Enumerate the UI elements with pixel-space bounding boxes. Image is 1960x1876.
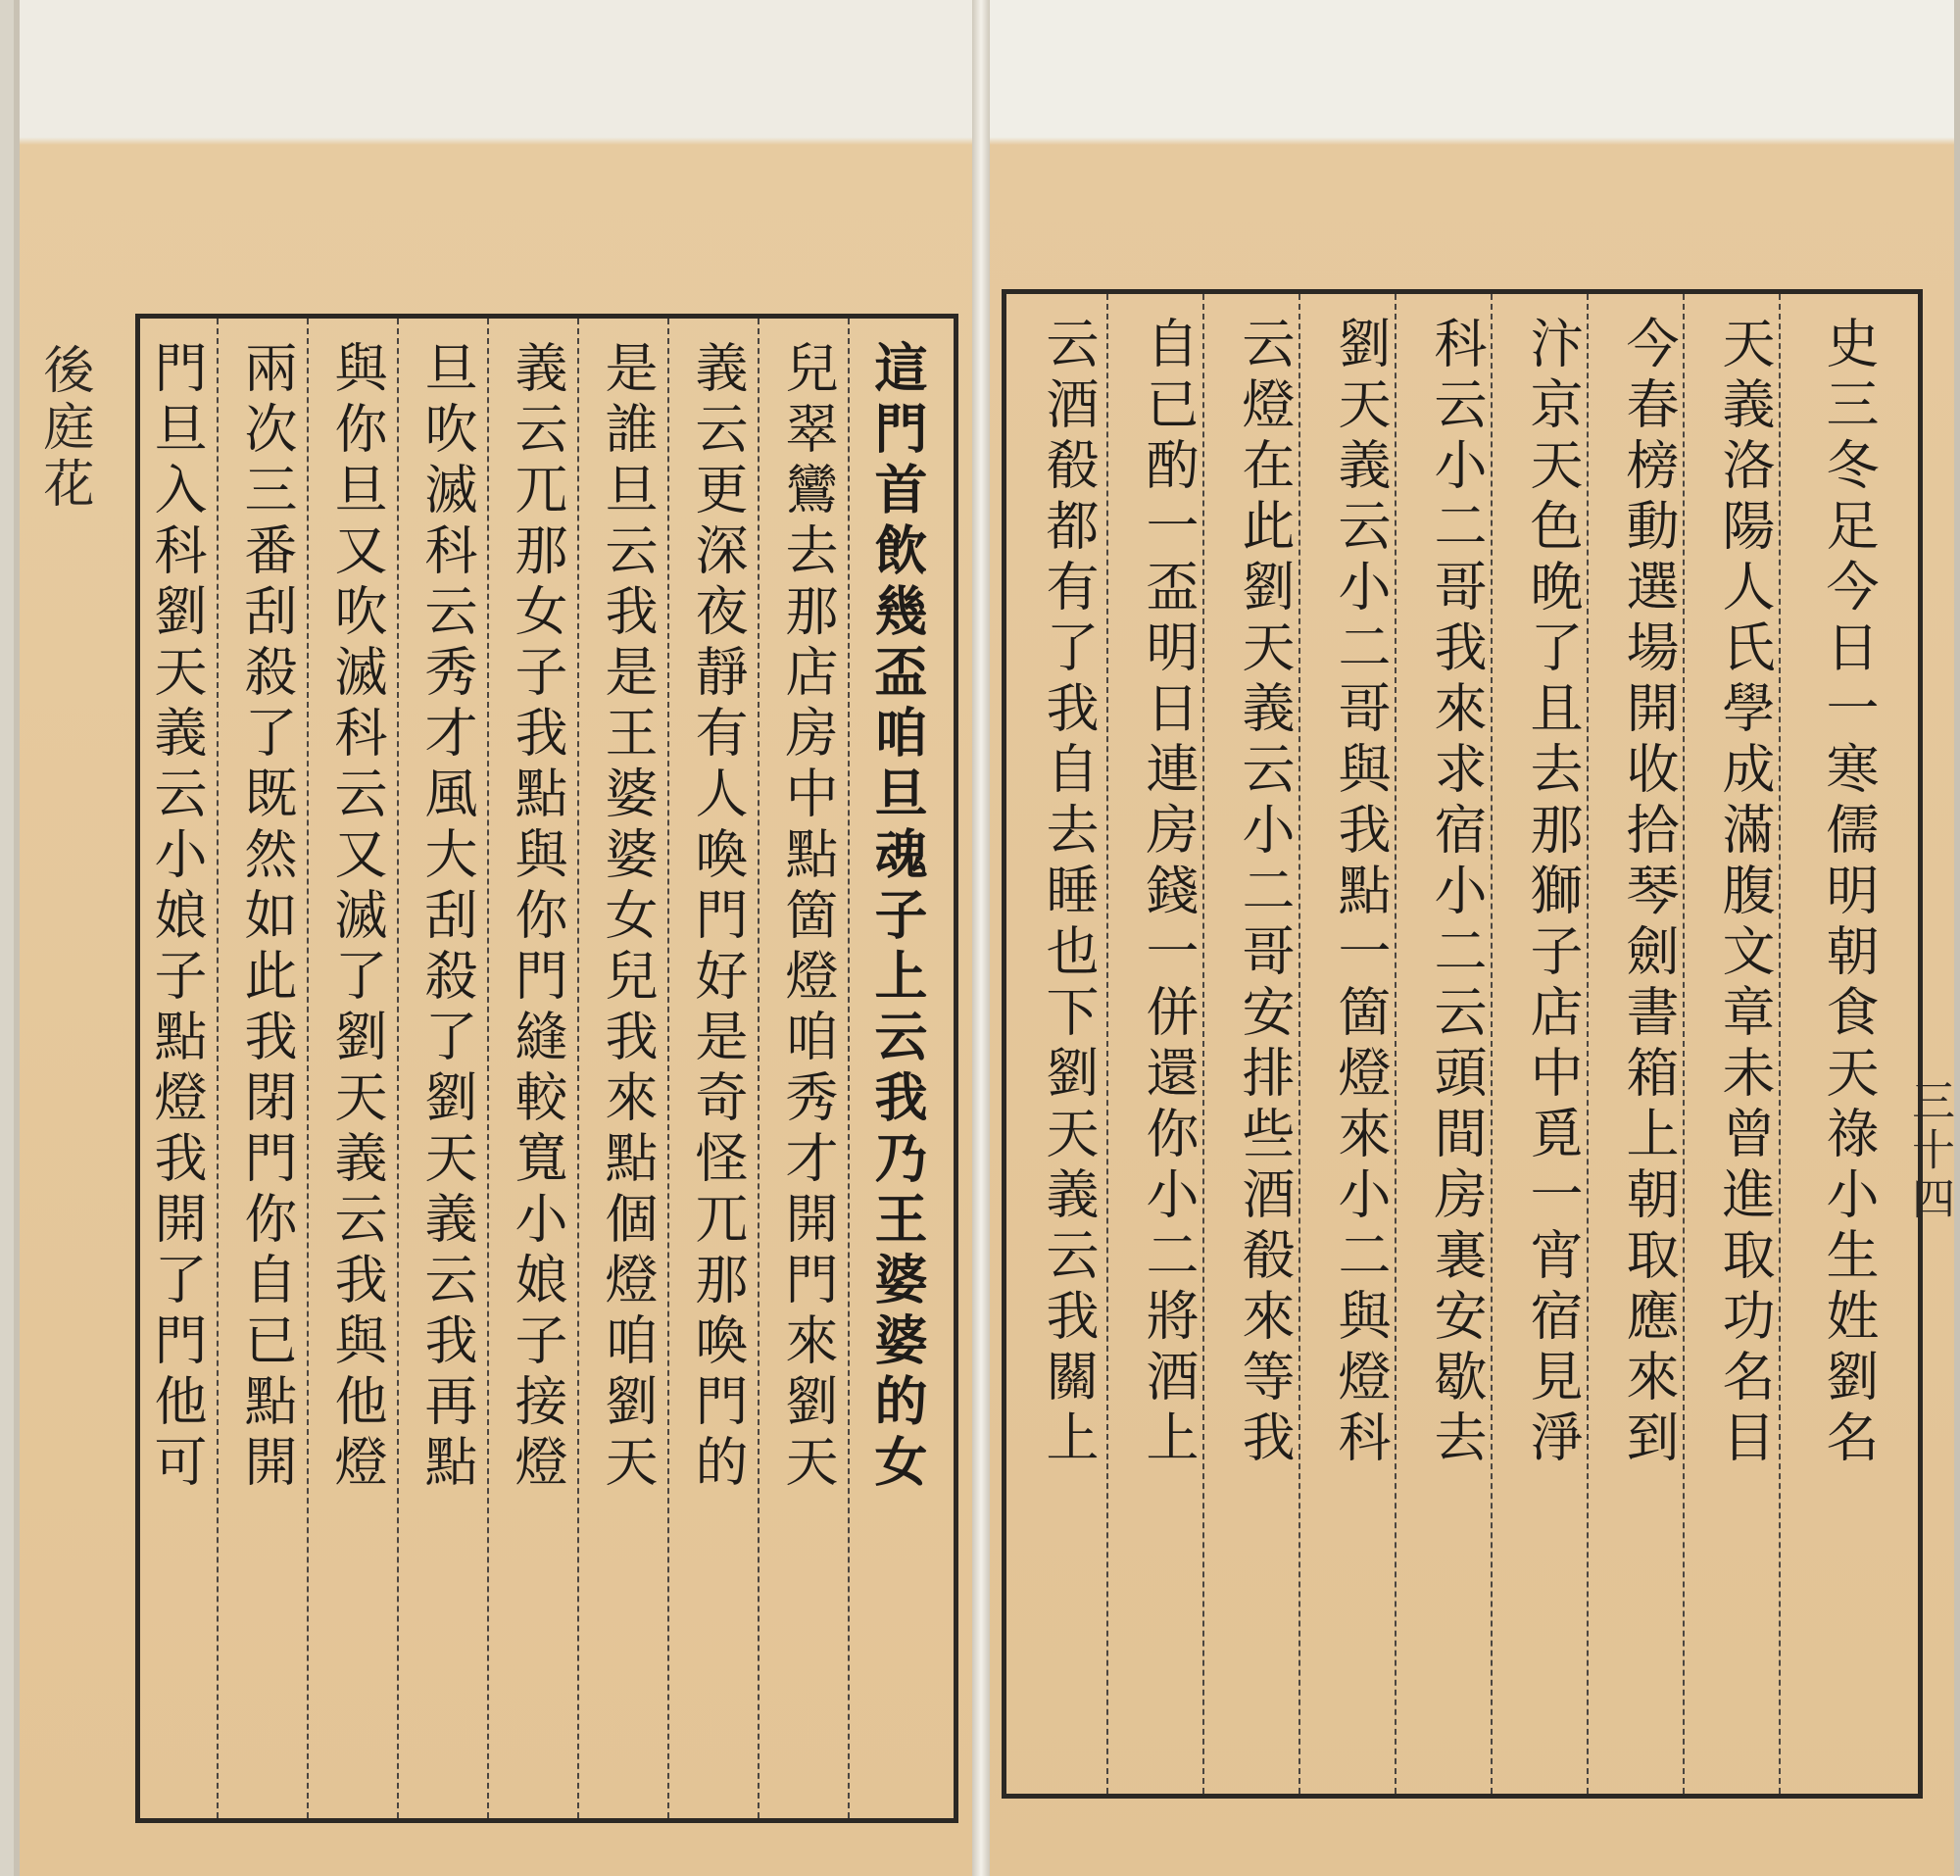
text-column-8: 自已酌一盃明日連房錢一併還你小二將酒上 bbox=[1138, 316, 1200, 1470]
text-column-7: 義云更深夜靜有人喚門好是奇怪兀那喚門的 bbox=[687, 340, 749, 1495]
text-column-2: 天義洛陽人氏學成滿腹文章未曾進取功名目 bbox=[1714, 316, 1776, 1470]
column-rule bbox=[1491, 294, 1493, 1794]
text-column-5: 義云兀那女子我點與你門縫較寬小娘子接燈 bbox=[507, 340, 568, 1495]
column-rule bbox=[1779, 294, 1781, 1794]
column-rule bbox=[577, 319, 579, 1818]
text-column-1: 史三冬足今日一寒儒明朝食天祿小生姓劉名 bbox=[1818, 316, 1880, 1470]
column-rule bbox=[1395, 294, 1396, 1794]
text-column-9: 云酒殽都有了我自去睡也下劉天義云我關上 bbox=[1038, 316, 1100, 1470]
book-gutter bbox=[972, 0, 990, 1876]
text-column-1: 門旦入科劉天義云小娘子點燈我開了門他可 bbox=[146, 340, 208, 1495]
column-rule bbox=[397, 319, 399, 1818]
right-text-frame bbox=[1002, 289, 1923, 1799]
left-page bbox=[14, 0, 972, 1876]
text-column-4: 汴京天色晚了且去那獅子店中覓一宵宿見淨 bbox=[1522, 316, 1584, 1470]
text-column-5: 科云小二哥我來求宿小二云頭間房裏安歇去 bbox=[1426, 316, 1488, 1470]
column-rule bbox=[217, 319, 219, 1818]
text-column-9: 這門首飲幾盃咱旦魂子上云我乃王婆婆的女 bbox=[866, 340, 929, 1495]
page-edge bbox=[1954, 0, 1960, 1876]
column-rule bbox=[667, 319, 669, 1818]
text-column-3: 與你旦又吹滅科云又滅了劉天義云我與他燈 bbox=[326, 340, 388, 1495]
column-rule bbox=[307, 319, 309, 1818]
right-page bbox=[990, 0, 1960, 1876]
left-text-frame bbox=[135, 314, 958, 1823]
column-rule bbox=[758, 319, 760, 1818]
page-edge bbox=[14, 0, 20, 1876]
text-column-3: 今春榜動選場開收拾琴劍書箱上朝取應來到 bbox=[1618, 316, 1680, 1470]
text-column-8: 兒翠鸞去那店房中點箇燈咱秀才開門來劉天 bbox=[777, 340, 839, 1495]
column-rule bbox=[1587, 294, 1589, 1794]
column-rule bbox=[1683, 294, 1685, 1794]
text-column-7: 云燈在此劉天義云小二哥安排些酒殽來等我 bbox=[1234, 316, 1296, 1470]
text-column-2: 兩次三番刮殺了既然如此我閉門你自已點開 bbox=[236, 340, 298, 1495]
right-margin-folio: 三十四 bbox=[1904, 1078, 1954, 1225]
column-rule bbox=[1298, 294, 1300, 1794]
text-column-6: 是誰旦云我是王婆婆女兒我來點個燈咱劉天 bbox=[597, 340, 659, 1495]
left-margin-label: 後庭花 bbox=[34, 343, 93, 514]
text-column-6: 劉天義云小二哥與我點一箇燈來小二與燈科 bbox=[1330, 316, 1392, 1470]
column-rule bbox=[1202, 294, 1204, 1794]
column-rule bbox=[848, 319, 850, 1818]
column-rule bbox=[1106, 294, 1108, 1794]
column-rule bbox=[487, 319, 489, 1818]
text-column-4: 旦吹滅科云秀才風大刮殺了劉天義云我再點 bbox=[416, 340, 478, 1495]
